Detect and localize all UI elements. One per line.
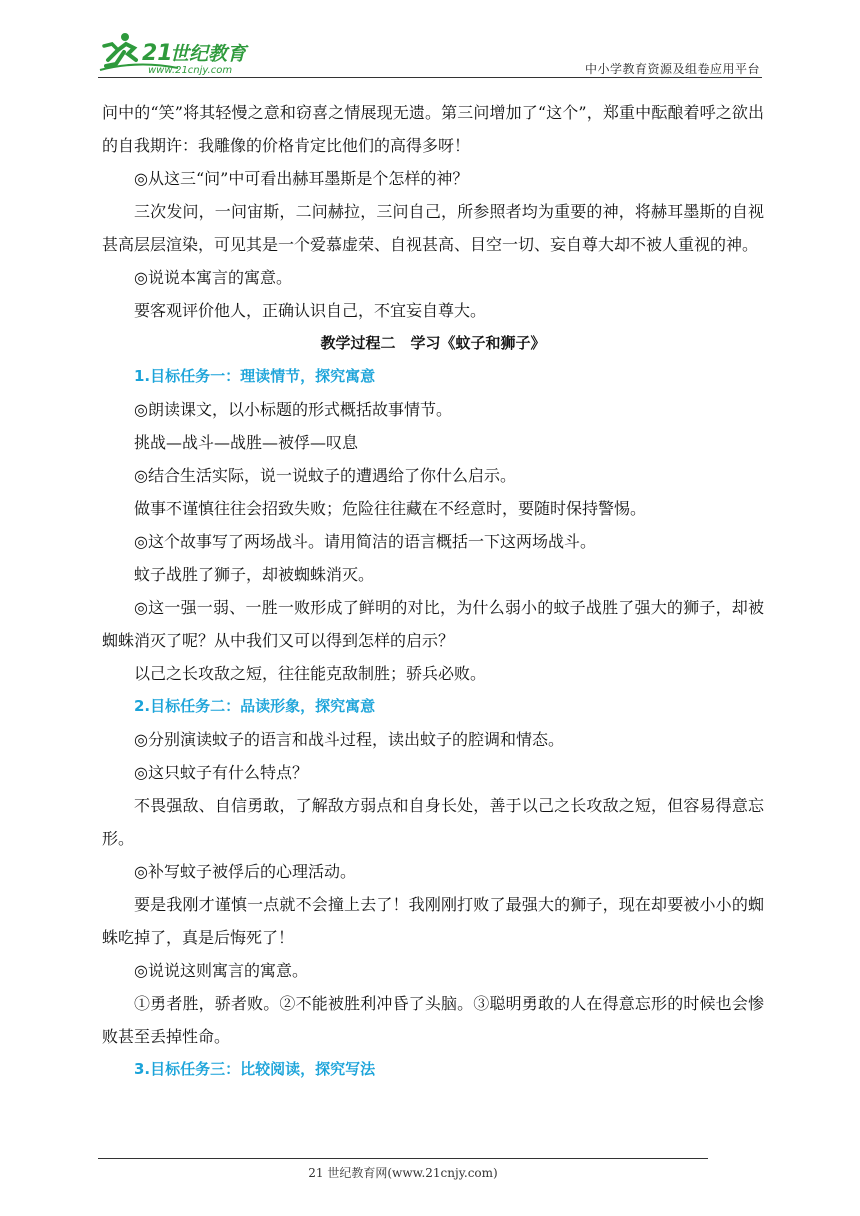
platform-label: 中小学教育资源及组卷应用平台 xyxy=(584,62,760,76)
paragraph: ◎这只蚊子有什么特点？ xyxy=(134,763,308,782)
paragraph: ①勇者胜，骄者败。②不能被胜利冲昏了头脑。③聪明勇敢的人在得意忘形的时候也会惨败甚至丢掉性命。 xyxy=(102,994,764,1046)
paragraph: 不畏强敌、自信勇敢，了解敌方弱点和自身长处，善于以己之长攻敌之短，但容易得意忘形。 xyxy=(102,796,764,848)
paragraph: 要是我刚才谨慎一点就不会撞上去了！我刚刚打败了最强大的狮子，现在却要被小小的蜘蛛吃掉了，真是后悔死了！ xyxy=(102,895,764,947)
logo-runner-icon xyxy=(98,30,268,76)
paragraph: 问中的“笑”将其轻慢之意和窃喜之情展现无遗。第三问增加了“这个”，郑重中酝酿着呼之欲出的自我期许：我雕像的价格肯定比他们的高得多呀！ xyxy=(102,103,764,155)
paragraph: ◎从这三“问”中可看出赫耳墨斯是个怎样的神？ xyxy=(134,169,469,188)
paragraph: 以己之长攻敌之短，往往能克敌制胜；骄兵必败。 xyxy=(134,664,487,683)
svg-text:21: 21 xyxy=(142,41,173,66)
paragraph: ◎补写蚊子被俘后的心理活动。 xyxy=(134,862,356,881)
document-body xyxy=(102,96,764,1086)
section-title: 教学过程二 学习《蚊子和狮子》 xyxy=(320,334,546,352)
paragraph: ◎朗读课文，以小标题的形式概括故事情节。 xyxy=(134,400,452,419)
paragraph: ◎这个故事写了两场战斗。请用简洁的语言概括一下这两场战斗。 xyxy=(134,532,596,551)
paragraph: ◎结合生活实际，说一说蚊子的遭遇给了你什么启示。 xyxy=(134,466,516,485)
paragraph: ◎说说本寓言的寓意。 xyxy=(134,268,292,287)
task-heading: 1.目标任务一：理读情节，探究寓意 xyxy=(134,367,376,385)
header-divider xyxy=(98,77,762,78)
paragraph: 蚊子战胜了狮子，却被蜘蛛消灭。 xyxy=(134,565,375,584)
task-heading: 2.目标任务二：品读形象，探究寓意 xyxy=(134,697,376,715)
paragraph: ◎分别演读蚊子的语言和战斗过程，读出蚊子的腔调和情态。 xyxy=(134,730,564,749)
footer-divider xyxy=(98,1158,708,1159)
paragraph: 三次发问，一问宙斯，二问赫拉，三问自己，所参照者均为重要的神，将赫耳墨斯的自视甚高层层渲染，可见其是一个爱慕虚荣、自视甚高、目空一切、妄自尊大却不被人重视的神。 xyxy=(102,202,764,254)
svg-text:世纪教育: 世纪教育 xyxy=(170,43,247,65)
paragraph: 做事不谨慎往往会招致失败；危险往往藏在不经意时，要随时保持警惕。 xyxy=(134,499,647,518)
paragraph: 挑战—战斗—战胜—被俘—叹息 xyxy=(134,433,359,452)
task-heading: 3.目标任务三：比较阅读，探究写法 xyxy=(134,1060,376,1078)
svg-text:www.21cnjy.com: www.21cnjy.com xyxy=(148,65,233,76)
footer-text: 21 世纪教育网(www.21cnjy.com) xyxy=(308,1166,498,1180)
paragraph: ◎这一强一弱、一胜一败形成了鲜明的对比，为什么弱小的蚊子战胜了强大的狮子，却被蜘蛛消灭了呢？从中我们又可以得到怎样的启示？ xyxy=(102,598,764,650)
paragraph: 要客观评价他人，正确认识自己，不宜妄自尊大。 xyxy=(134,301,487,320)
paragraph: ◎说说这则寓言的寓意。 xyxy=(134,961,308,980)
page-header xyxy=(98,30,760,80)
site-logo[interactable] xyxy=(98,30,268,76)
